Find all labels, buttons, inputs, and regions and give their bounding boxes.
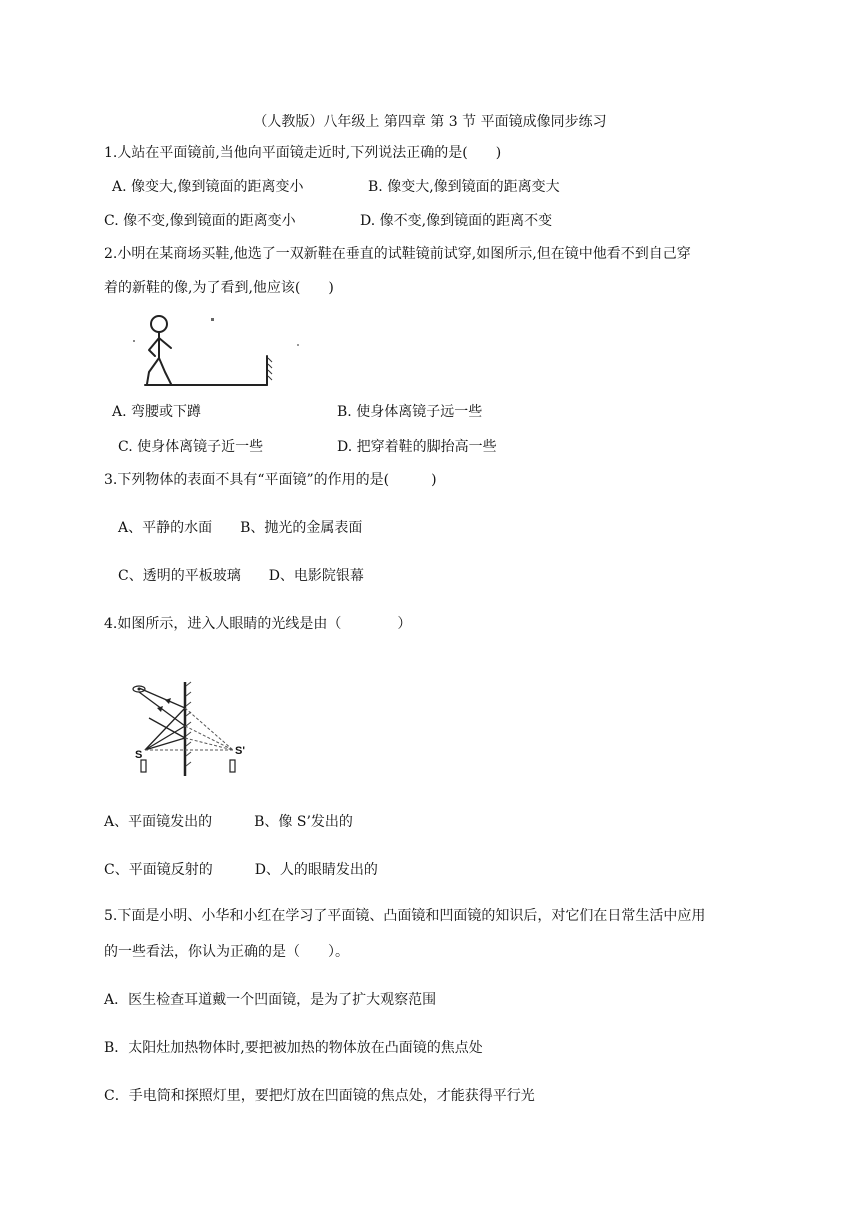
q4-stem: 4.如图所示，进入人眼睛的光线是由（ ） [104,616,412,632]
q1-stem: 1.人站在平面镜前,当他向平面镜走近时,下列说法正确的是( ) [104,145,502,161]
q2-option-b: B. 使身体离镜子远一些 [337,404,483,420]
q4-label-s-prime: S' [235,745,245,757]
q5-option-b: B．太阳灶加热物体时,要把被加热的物体放在凸面镜的焦点处 [104,1040,483,1056]
q1-option-d: D. 像不变,像到镜面的距离不变 [360,213,553,229]
q1-option-b: B. 像变大,像到镜面的距离变大 [368,179,560,195]
page-title: （人教版）八年级上 第四章 第 3 节 平面镜成像同步练习 [253,114,607,130]
q2-option-d: D. 把穿着鞋的脚抬高一些 [337,439,497,455]
q5-option-a: A．医生检查耳道戴一个凹面镜，是为了扩大观察范围 [104,992,437,1008]
q2-option-c: C. 使身体离镜子近一些 [118,439,264,455]
q3-options-cd: C、透明的平板玻璃 D、电影院银幕 [118,568,364,584]
q2-stem-line1: 2.小明在某商场买鞋,他选了一双新鞋在垂直的试鞋镜前试穿,如图所示,但在镜中他看不到自己穿 [104,246,691,262]
q3-options-ab: A、平静的水面 B、抛光的金属表面 [118,520,363,536]
q1-option-c: C. 像不变,像到镜面的距离变小 [104,213,296,229]
q2-figure-person-mirror [125,308,305,388]
q5-stem-line2: 的一些看法，你认为正确的是（ ）。 [104,944,349,960]
q1-option-a: A. 像变大,像到镜面的距离变小 [112,179,304,195]
q4-options-cd: C、平面镜反射的 D、人的眼睛发出的 [104,862,378,878]
q3-stem: 3.下列物体的表面不具有“平面镜”的作用的是( ) [104,472,437,488]
q2-stem-line2: 着的新鞋的像,为了看到,他应该( ) [104,280,334,296]
q4-label-s: S [135,749,143,761]
q4-options-ab: A、平面镜发出的 B、像 S’发出的 [104,814,353,830]
q4-figure-reflection [125,678,255,778]
q5-stem-line1: 5.下面是小明、小华和小红在学习了平面镜、凸面镜和凹面镜的知识后，对它们在日常生活中应用 [104,908,706,924]
q5-option-c: C．手电筒和探照灯里，要把灯放在凹面镜的焦点处，才能获得平行光 [104,1088,535,1104]
q2-option-a: A. 弯腰或下蹲 [112,404,202,420]
